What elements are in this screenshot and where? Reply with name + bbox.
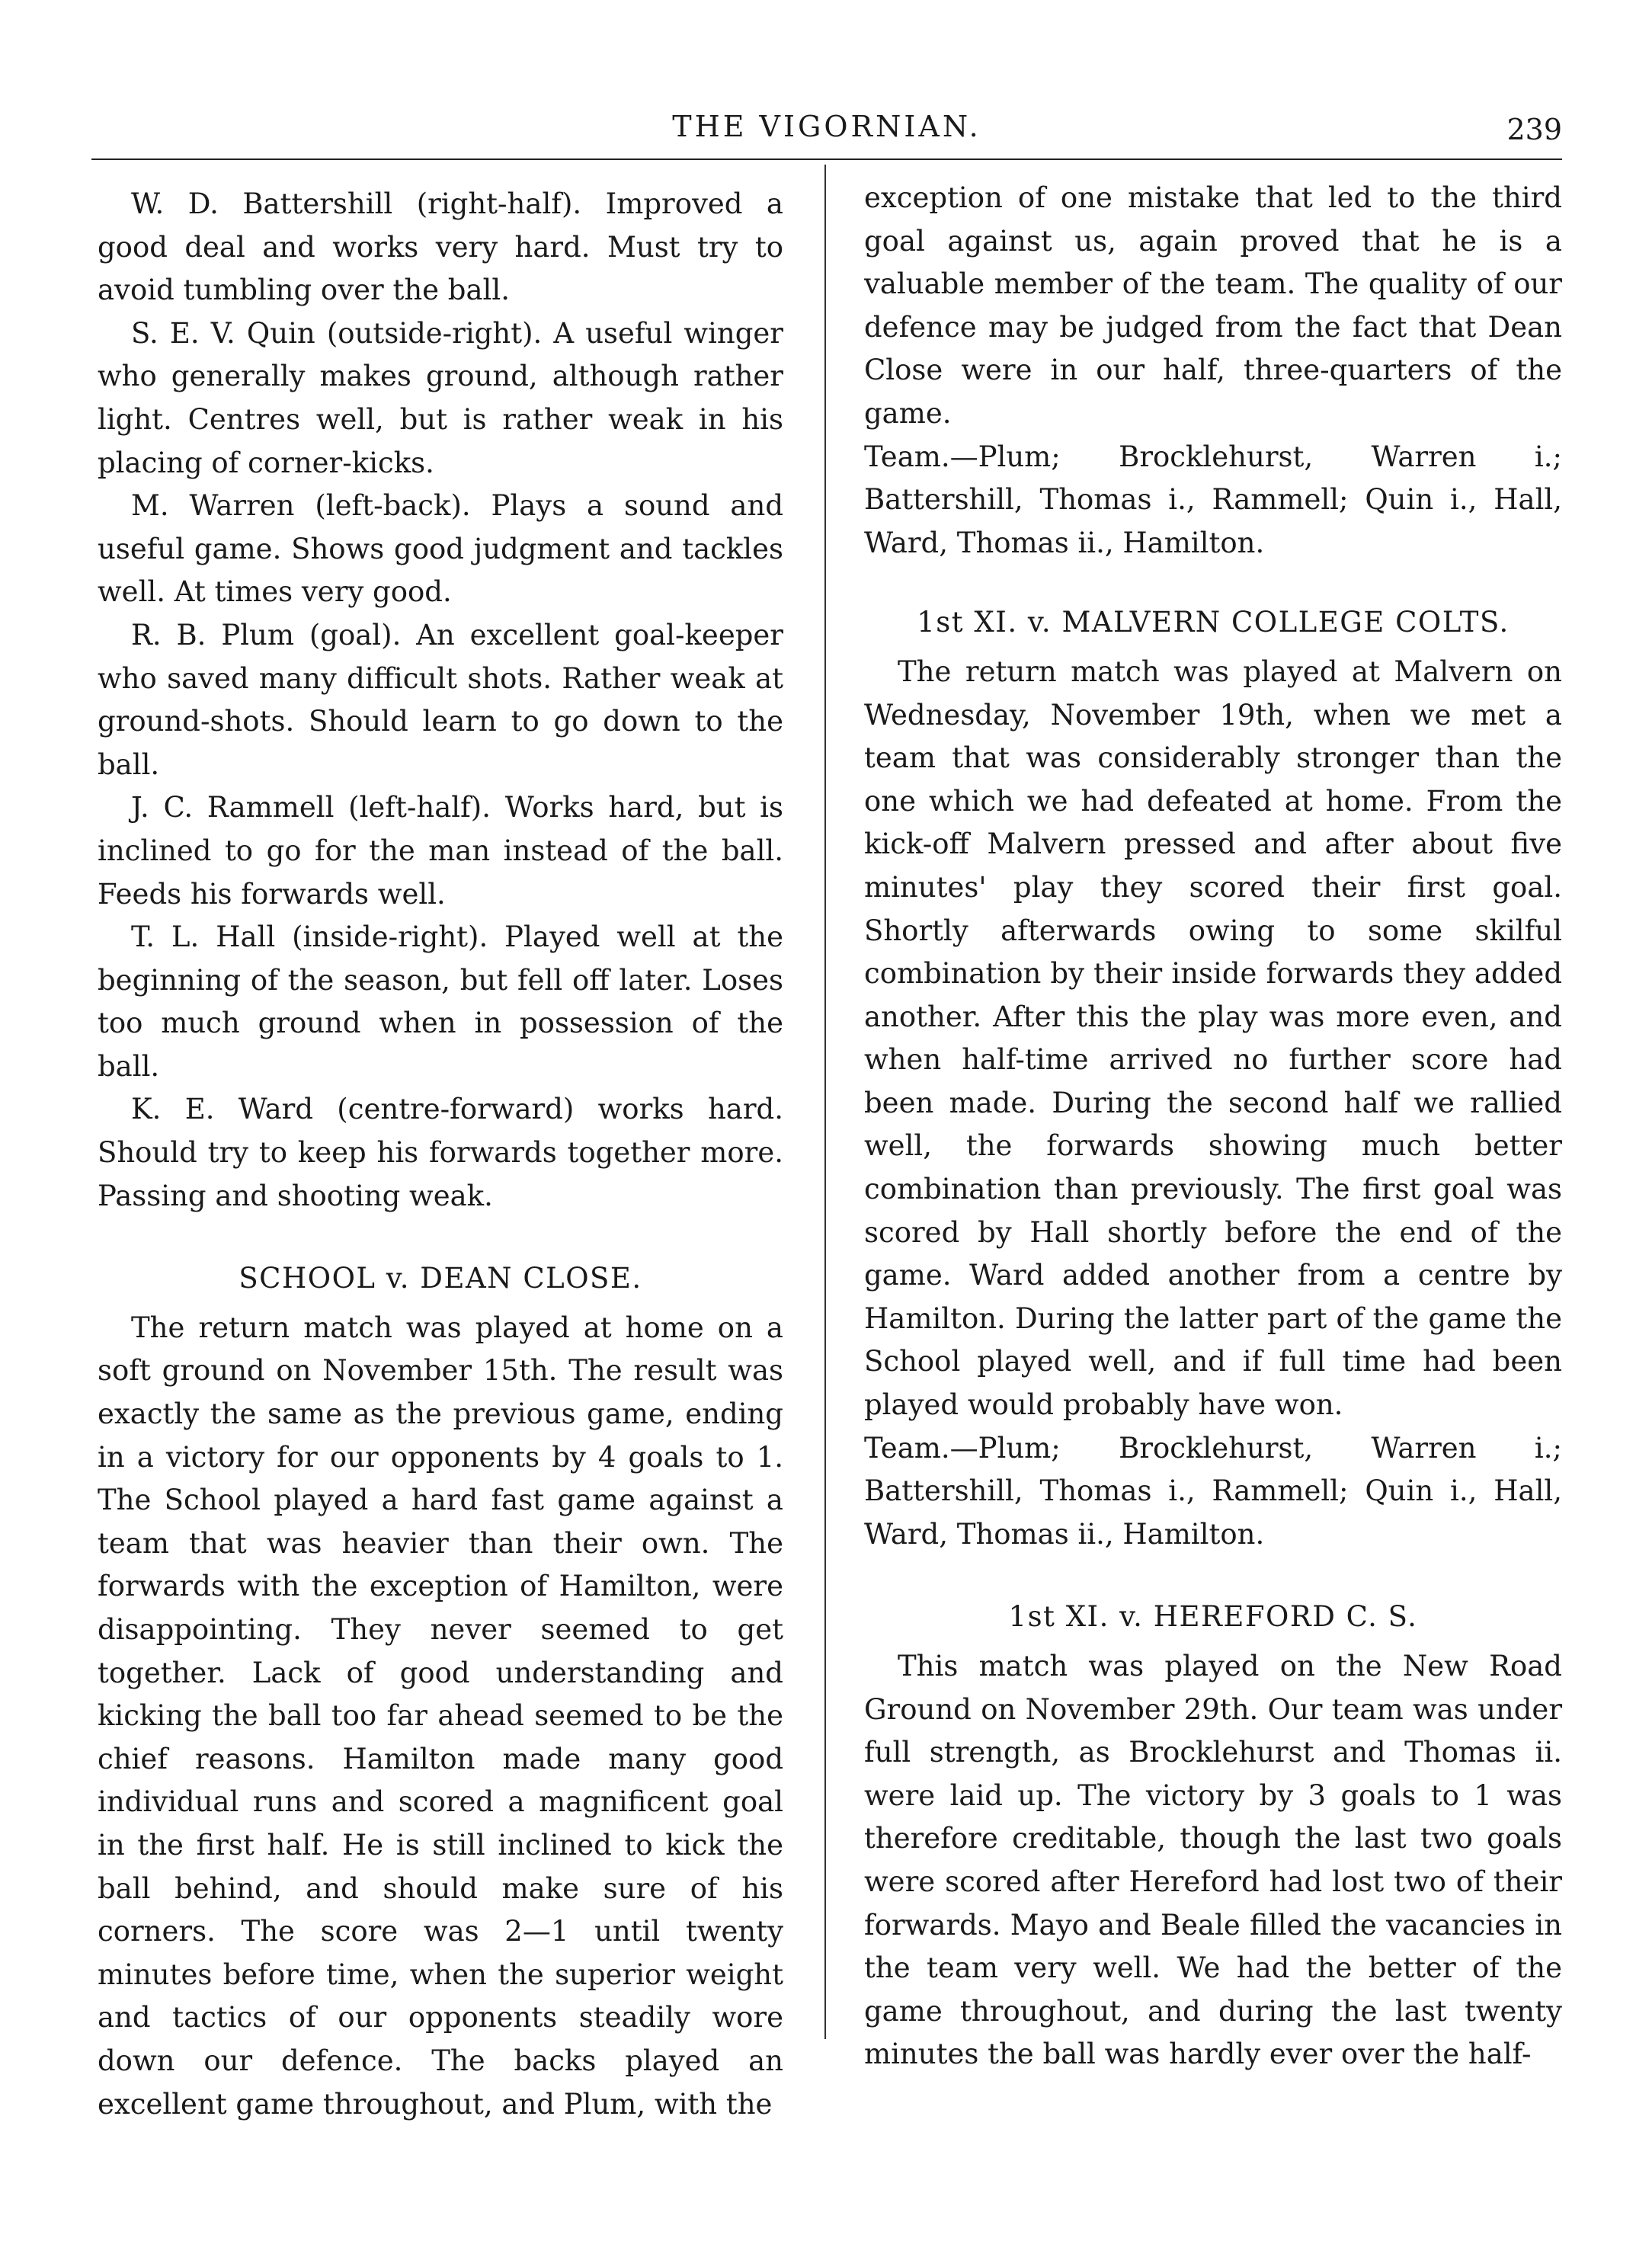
player-note-battershill: W. D. Battershill (right-half). Improved a good deal and works very hard. Must try to avoid tumbling over the ball. bbox=[98, 187, 783, 307]
malvern-team: Team.—Plum; Brocklehurst, Warren i.; Battershill, Thomas i., Rammell; Quin i., Hall, Ward, Thomas ii., Hamilton. bbox=[864, 1431, 1562, 1551]
player-note-quin: S. E. V. Quin (outside-right). A useful winger who generally makes ground, although rather light. Centres well, but is rather weak in his placing of corner-kicks. bbox=[98, 316, 783, 479]
player-note-ward: K. E. Ward (centre-forward) works hard. Should try to keep his forwards together more. Passing and shooting weak. bbox=[98, 1093, 783, 1212]
running-title: THE VIGORNIAN. bbox=[672, 110, 981, 143]
dean-close-report: The return match was played at home on a soft ground on November 15th. The result was exactly the same as the previous game, ending in a victory for our opponents by 4 goals to 1. The School played a hard fast game against a team that was heavier than their own. The forwards with the exception of Hamilton, were disappointing. They never seemed to get together. Lack of good understanding and kicking the ball too far ahead seemed to be the chief reasons. Hamilton made many good individual runs and scored a magnificent goal in the first half. He is still inclined to kick the ball behind, and should make sure of his corners. The score was 2—1 until twenty minutes before time, when the superior weight and tactics of our opponents steadily wore down our defence. The backs played an excellent game throughout, and Plum, with the bbox=[98, 1311, 783, 2121]
left-column bbox=[98, 183, 783, 2126]
player-note-rammell: J. C. Rammell (left-half). Works hard, but is inclined to go for the man instead of the ball. Feeds his forwards well. bbox=[98, 791, 783, 911]
hereford-report: This match was played on the New Road Ground on November 29th. Our team was under full strength, as Brocklehurst and Thomas ii. were laid up. The victory by 3 goals to 1 was therefore creditable, though the last two goals were scored after Hereford had lost two of their forwards. Mayo and Beale filled the vacancies in the team very well. We had the better of the game throughout, and during the last twenty minutes the ball was hardly ever over the half- bbox=[864, 1650, 1562, 2071]
player-note-hall: T. L. Hall (inside-right). Played well at the beginning of the season, but fell off later. Loses too much ground when in possession of the ball. bbox=[98, 920, 783, 1083]
page-header bbox=[91, 105, 1562, 155]
player-note-plum: R. B. Plum (goal). An excellent goal-keeper who saved many difficult shots. Rather weak at ground-shots. Should learn to go down to the ball. bbox=[98, 618, 783, 781]
malvern-report: The return match was played at Malvern on Wednesday, November 19th, when we met a team that was considerably stronger than the one which we had defeated at home. From the kick-off Malvern pressed and after about five minutes' play they scored their first goal. Shortly afterwards owing to some skilful combination by their inside forwards they added another. After this the play was more even, and when half-time arrived no further score had been made. During the second half we rallied well, the forwards showing much better combination than previously. The first goal was scored by Hall shortly before the end of the game. Ward added another from a centre by Hamilton. During the latter part of the game the School played well, and if full time had been played would probably have won. bbox=[864, 655, 1562, 1422]
hereford-heading: 1st XI. v. HEREFORD C. S. bbox=[1008, 1600, 1418, 1634]
malvern-heading: 1st XI. v. MALVERN COLLEGE COLTS. bbox=[917, 606, 1510, 639]
dean-close-heading: SCHOOL v. DEAN CLOSE. bbox=[239, 1262, 642, 1295]
dean-close-report-continued: exception of one mistake that led to the third goal against us, again proved that he is a valuable member of the team. The quality of our defence may be judged from the fact that Dean Close were in our half, three-quarters of the game. bbox=[864, 181, 1562, 430]
dean-close-team: Team.—Plum; Brocklehurst, Warren i.; Battershill, Thomas i., Rammell; Quin i., Hall, Ward, Thomas ii., Hamilton. bbox=[864, 440, 1562, 559]
page-number: 239 bbox=[1506, 113, 1562, 146]
right-column bbox=[864, 177, 1562, 2076]
column-divider bbox=[824, 165, 826, 2039]
header-rule bbox=[91, 158, 1562, 160]
player-note-warren: M. Warren (left-back). Plays a sound and useful game. Shows good judgment and tackles well. At times very good. bbox=[98, 489, 783, 609]
